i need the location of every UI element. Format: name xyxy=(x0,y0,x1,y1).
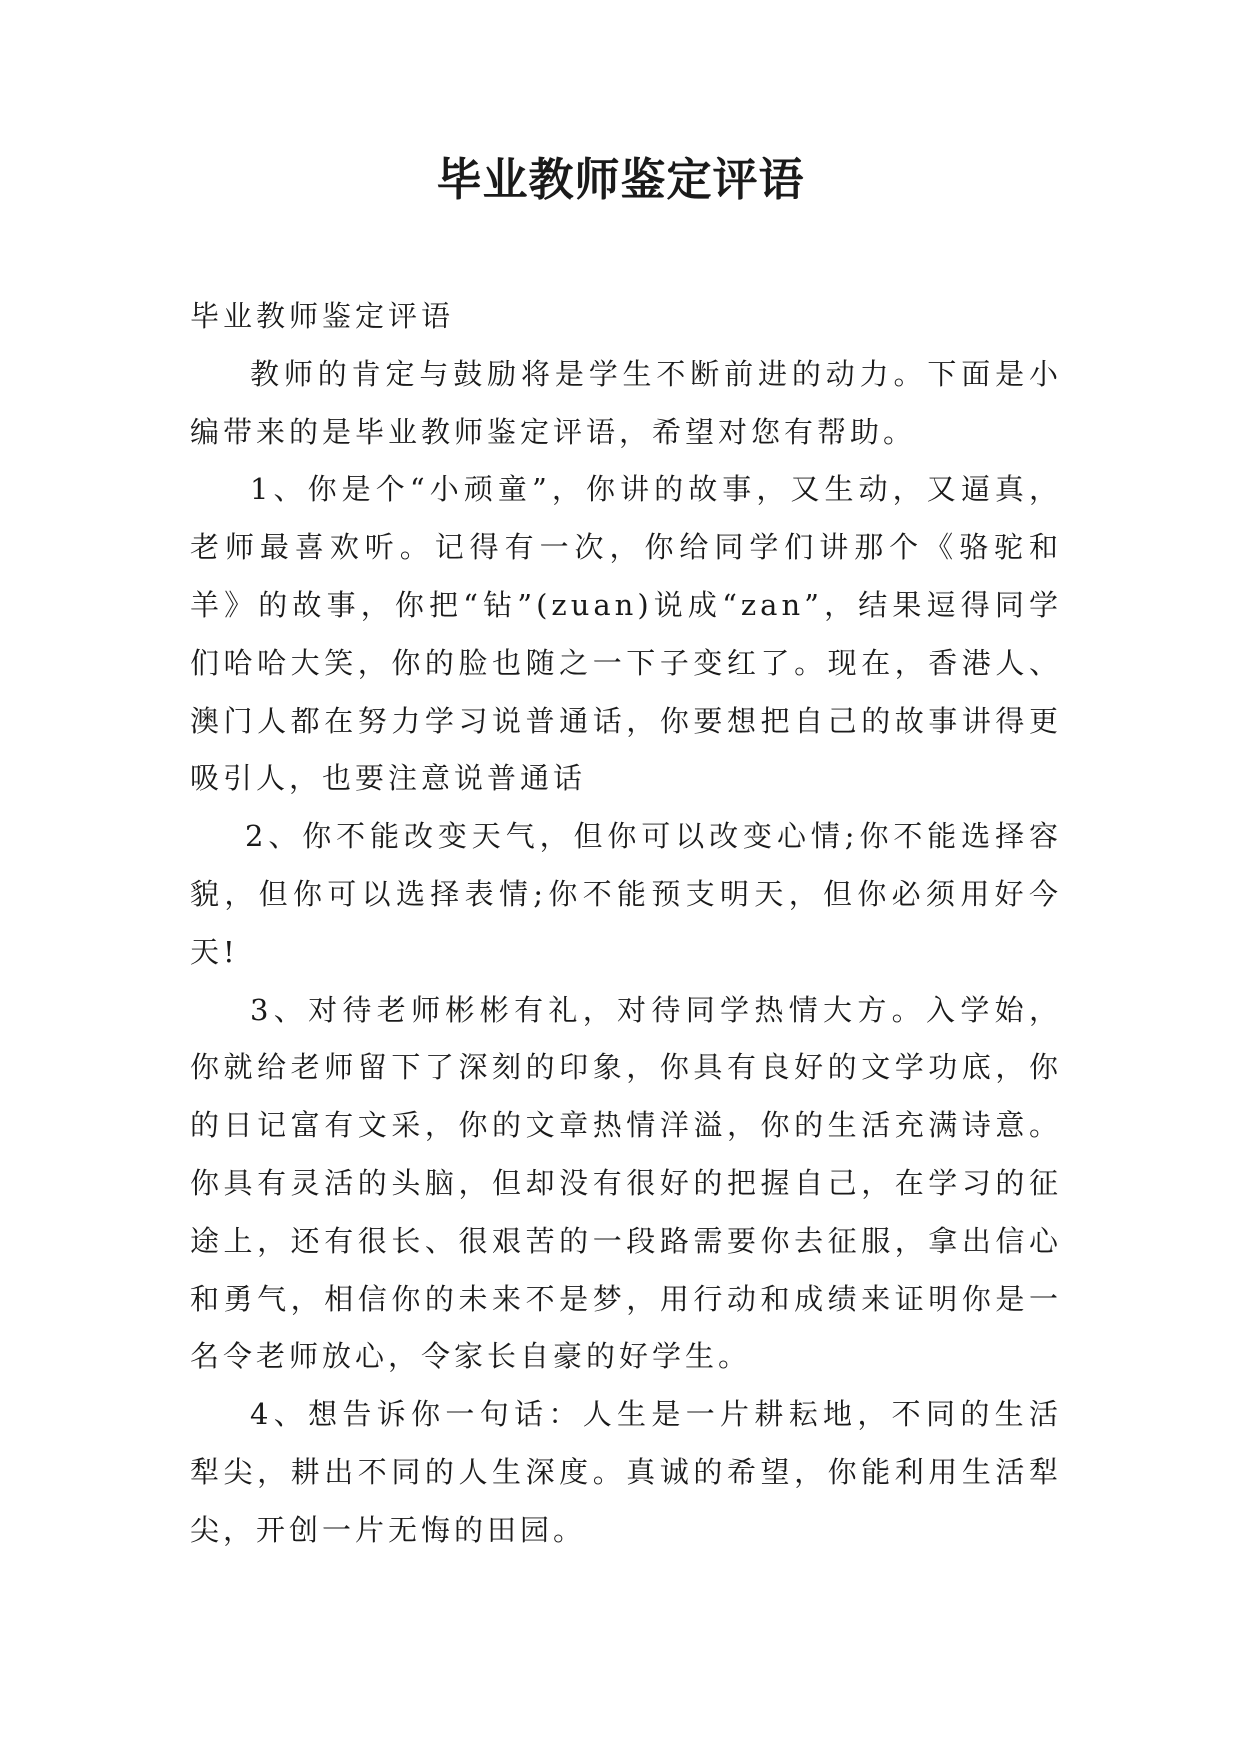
comment-paragraph-4: 4、想告诉你一句话：人生是一片耕耘地，不同的生活犁尖，耕出不同的人生深度。真诚的希望，你能利用生活犁尖，开创一片无悔的田园。 xyxy=(190,1397,1062,1547)
subtitle-paragraph: 毕业教师鉴定评语 xyxy=(190,299,455,333)
comment-paragraph-1: 1、你是个“小顽童”，你讲的故事，又生动，又逼真，老师最喜欢听。记得有一次，你给同学们讲那个《骆驼和羊》的故事，你把“钻”(zuan)说成“zan”，结果逗得同学们哈哈大笑，你的脸也随之一下子变红了。现在，香港人、澳门人都在努力学习说普通话，你要想把自己的故事讲得更吸引人，也要注意说普通话 xyxy=(190,472,1062,796)
document-title: 毕业教师鉴定评语 xyxy=(436,153,805,206)
document-body xyxy=(190,288,1062,1560)
comment-paragraph-2: 2、你不能改变天气，但你可以改变心情;你不能选择容貌，但你可以选择表情;你不能预支明天，但你必须用好今天! xyxy=(190,819,1062,969)
comment-paragraph-3: 3、对待老师彬彬有礼，对待同学热情大方。入学始，你就给老师留下了深刻的印象，你具有良好的文学功底，你的日记富有文采，你的文章热情洋溢，你的生活充满诗意。你具有灵活的头脑，但却没有很好的把握自己，在学习的征途上，还有很长、很艰苦的一段路需要你去征服，拿出信心和勇气，相信你的未来不是梦，用行动和成绩来证明你是一名令老师放心，令家长自豪的好学生。 xyxy=(190,992,1062,1374)
intro-paragraph: 教师的肯定与鼓励将是学生不断前进的动力。下面是小编带来的是毕业教师鉴定评语，希望对您有帮助。 xyxy=(190,356,1062,449)
